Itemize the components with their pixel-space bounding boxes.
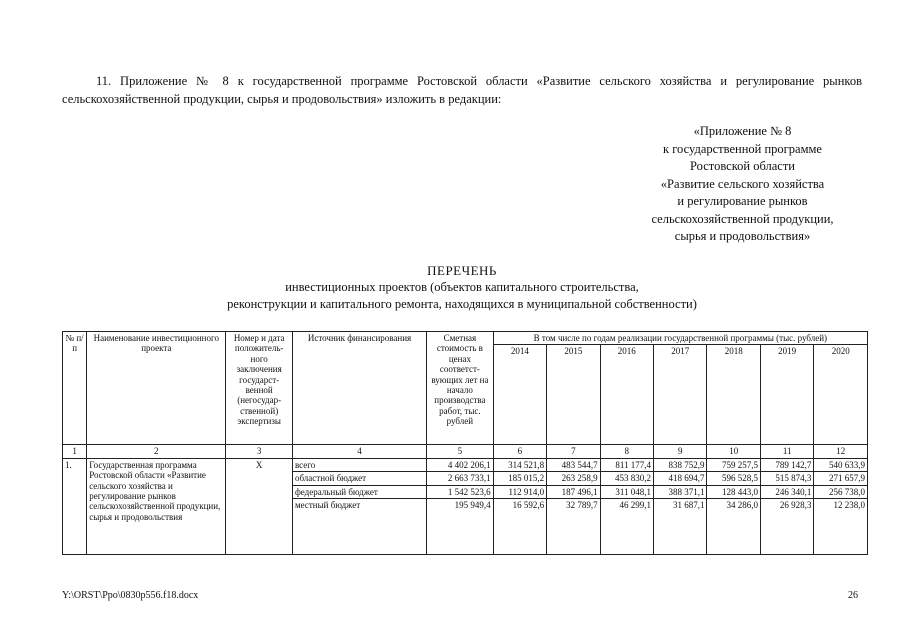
col-number: 7	[547, 445, 600, 458]
value-cell: 34 286,0	[707, 499, 760, 555]
list-heading	[62, 262, 862, 313]
header-year: 2018	[707, 345, 760, 445]
header-name: Наименование инвестиционного проекта	[87, 332, 226, 445]
value-cell: 271 657,9	[814, 472, 868, 485]
list-subtitle-line1: инвестиционных проектов (объектов капитального строительства,	[285, 280, 639, 294]
value-cell: 31 687,1	[654, 499, 707, 555]
header-year: 2020	[814, 345, 868, 445]
col-number: 5	[427, 445, 494, 458]
cost-cell: 1 542 523,6	[427, 485, 494, 498]
value-cell: 26 928,3	[760, 499, 813, 555]
column-numbers-row	[63, 445, 868, 458]
value-cell: 838 752,9	[654, 458, 707, 471]
projects-table	[62, 331, 868, 555]
value-cell: 483 544,7	[547, 458, 600, 471]
value-cell: 263 258,9	[547, 472, 600, 485]
header-year: 2015	[547, 345, 600, 445]
value-cell: 46 299,1	[600, 499, 653, 555]
col-number: 1	[63, 445, 87, 458]
project-num: 1.	[63, 458, 87, 554]
col-number: 10	[707, 445, 760, 458]
value-cell: 515 874,3	[760, 472, 813, 485]
appendix-caption	[600, 123, 885, 246]
header-cost: Сметная стоимость в ценах соответст-вующих лет на начало производства работ, тыс. рублей	[427, 332, 494, 445]
col-number: 4	[292, 445, 426, 458]
value-cell: 128 443,0	[707, 485, 760, 498]
list-subtitle-line2: реконструкции и капитального ремонта, находящихся в муниципальной собственности)	[227, 297, 697, 311]
appendix-line: и регулирование рынков	[677, 194, 808, 208]
source-cell: всего	[292, 458, 426, 471]
source-cell: федеральный бюджет	[292, 485, 426, 498]
table-row	[63, 458, 868, 471]
appendix-line: сырья и продовольствия»	[674, 229, 811, 243]
col-number: 12	[814, 445, 868, 458]
col-number: 6	[493, 445, 546, 458]
header-year: 2014	[493, 345, 546, 445]
value-cell: 596 528,5	[707, 472, 760, 485]
col-number: 11	[760, 445, 813, 458]
value-cell: 12 238,0	[814, 499, 868, 555]
value-cell: 314 521,8	[493, 458, 546, 471]
header-source: Источник финансирования	[292, 332, 426, 445]
list-title: ПЕРЕЧЕНЬ	[427, 263, 497, 278]
source-cell: областной бюджет	[292, 472, 426, 485]
value-cell: 811 177,4	[600, 458, 653, 471]
value-cell: 32 789,7	[547, 499, 600, 555]
header-years-group: В том числе по годам реализации государственной программы (тыс. рублей)	[493, 332, 867, 345]
value-cell: 418 694,7	[654, 472, 707, 485]
project-expertise: Х	[226, 458, 293, 554]
value-cell: 112 914,0	[493, 485, 546, 498]
value-cell: 246 340,1	[760, 485, 813, 498]
value-cell: 789 142,7	[760, 458, 813, 471]
col-number: 3	[226, 445, 293, 458]
appendix-line: сельскохозяйственной продукции,	[651, 211, 834, 226]
header-year: 2017	[654, 345, 707, 445]
value-cell: 453 830,2	[600, 472, 653, 485]
source-cell: местный бюджет	[292, 499, 426, 555]
header-expertise: Номер и дата положитель-ного заключения государст-венной (негосудар-ственной) экспертизы	[226, 332, 293, 445]
value-cell: 187 496,1	[547, 485, 600, 498]
value-cell: 185 015,2	[493, 472, 546, 485]
header-year: 2019	[760, 345, 813, 445]
appendix-line: «Развитие сельского хозяйства	[660, 176, 825, 191]
appendix-line: к государственной программе	[663, 141, 822, 156]
col-number: 9	[654, 445, 707, 458]
cost-cell: 195 949,4	[427, 499, 494, 555]
intro-text: 11. Приложение № 8 к государственной программе Ростовской области «Развитие сельского хозяйства и регулирование рынков сельскохозяйственной продукции, сырья и продовольствия» изложить в редакции:	[62, 74, 862, 106]
project-name: Государственная программа Ростовской области «Развитие сельского хозяйства и регулирование рынков сельскохозяйственной продукции, сырья и продовольствия	[87, 458, 226, 554]
col-number: 2	[87, 445, 226, 458]
value-cell: 759 257,5	[707, 458, 760, 471]
cost-cell: 4 402 206,1	[427, 458, 494, 471]
footer-page-number: 26	[848, 590, 858, 601]
value-cell: 16 592,6	[493, 499, 546, 555]
header-row	[63, 332, 868, 345]
appendix-line: Ростовской области	[690, 159, 795, 173]
value-cell: 388 371,1	[654, 485, 707, 498]
header-num: № п/п	[63, 332, 87, 445]
intro-paragraph	[62, 72, 862, 108]
value-cell: 540 633,9	[814, 458, 868, 471]
value-cell: 256 738,0	[814, 485, 868, 498]
cost-cell: 2 663 733,1	[427, 472, 494, 485]
footer-file-path: Y:\ORST\Ppo\0830p556.f18.docx	[62, 590, 199, 601]
value-cell: 311 048,1	[600, 485, 653, 498]
appendix-line: «Приложение № 8	[693, 124, 792, 138]
col-number: 8	[600, 445, 653, 458]
header-year: 2016	[600, 345, 653, 445]
